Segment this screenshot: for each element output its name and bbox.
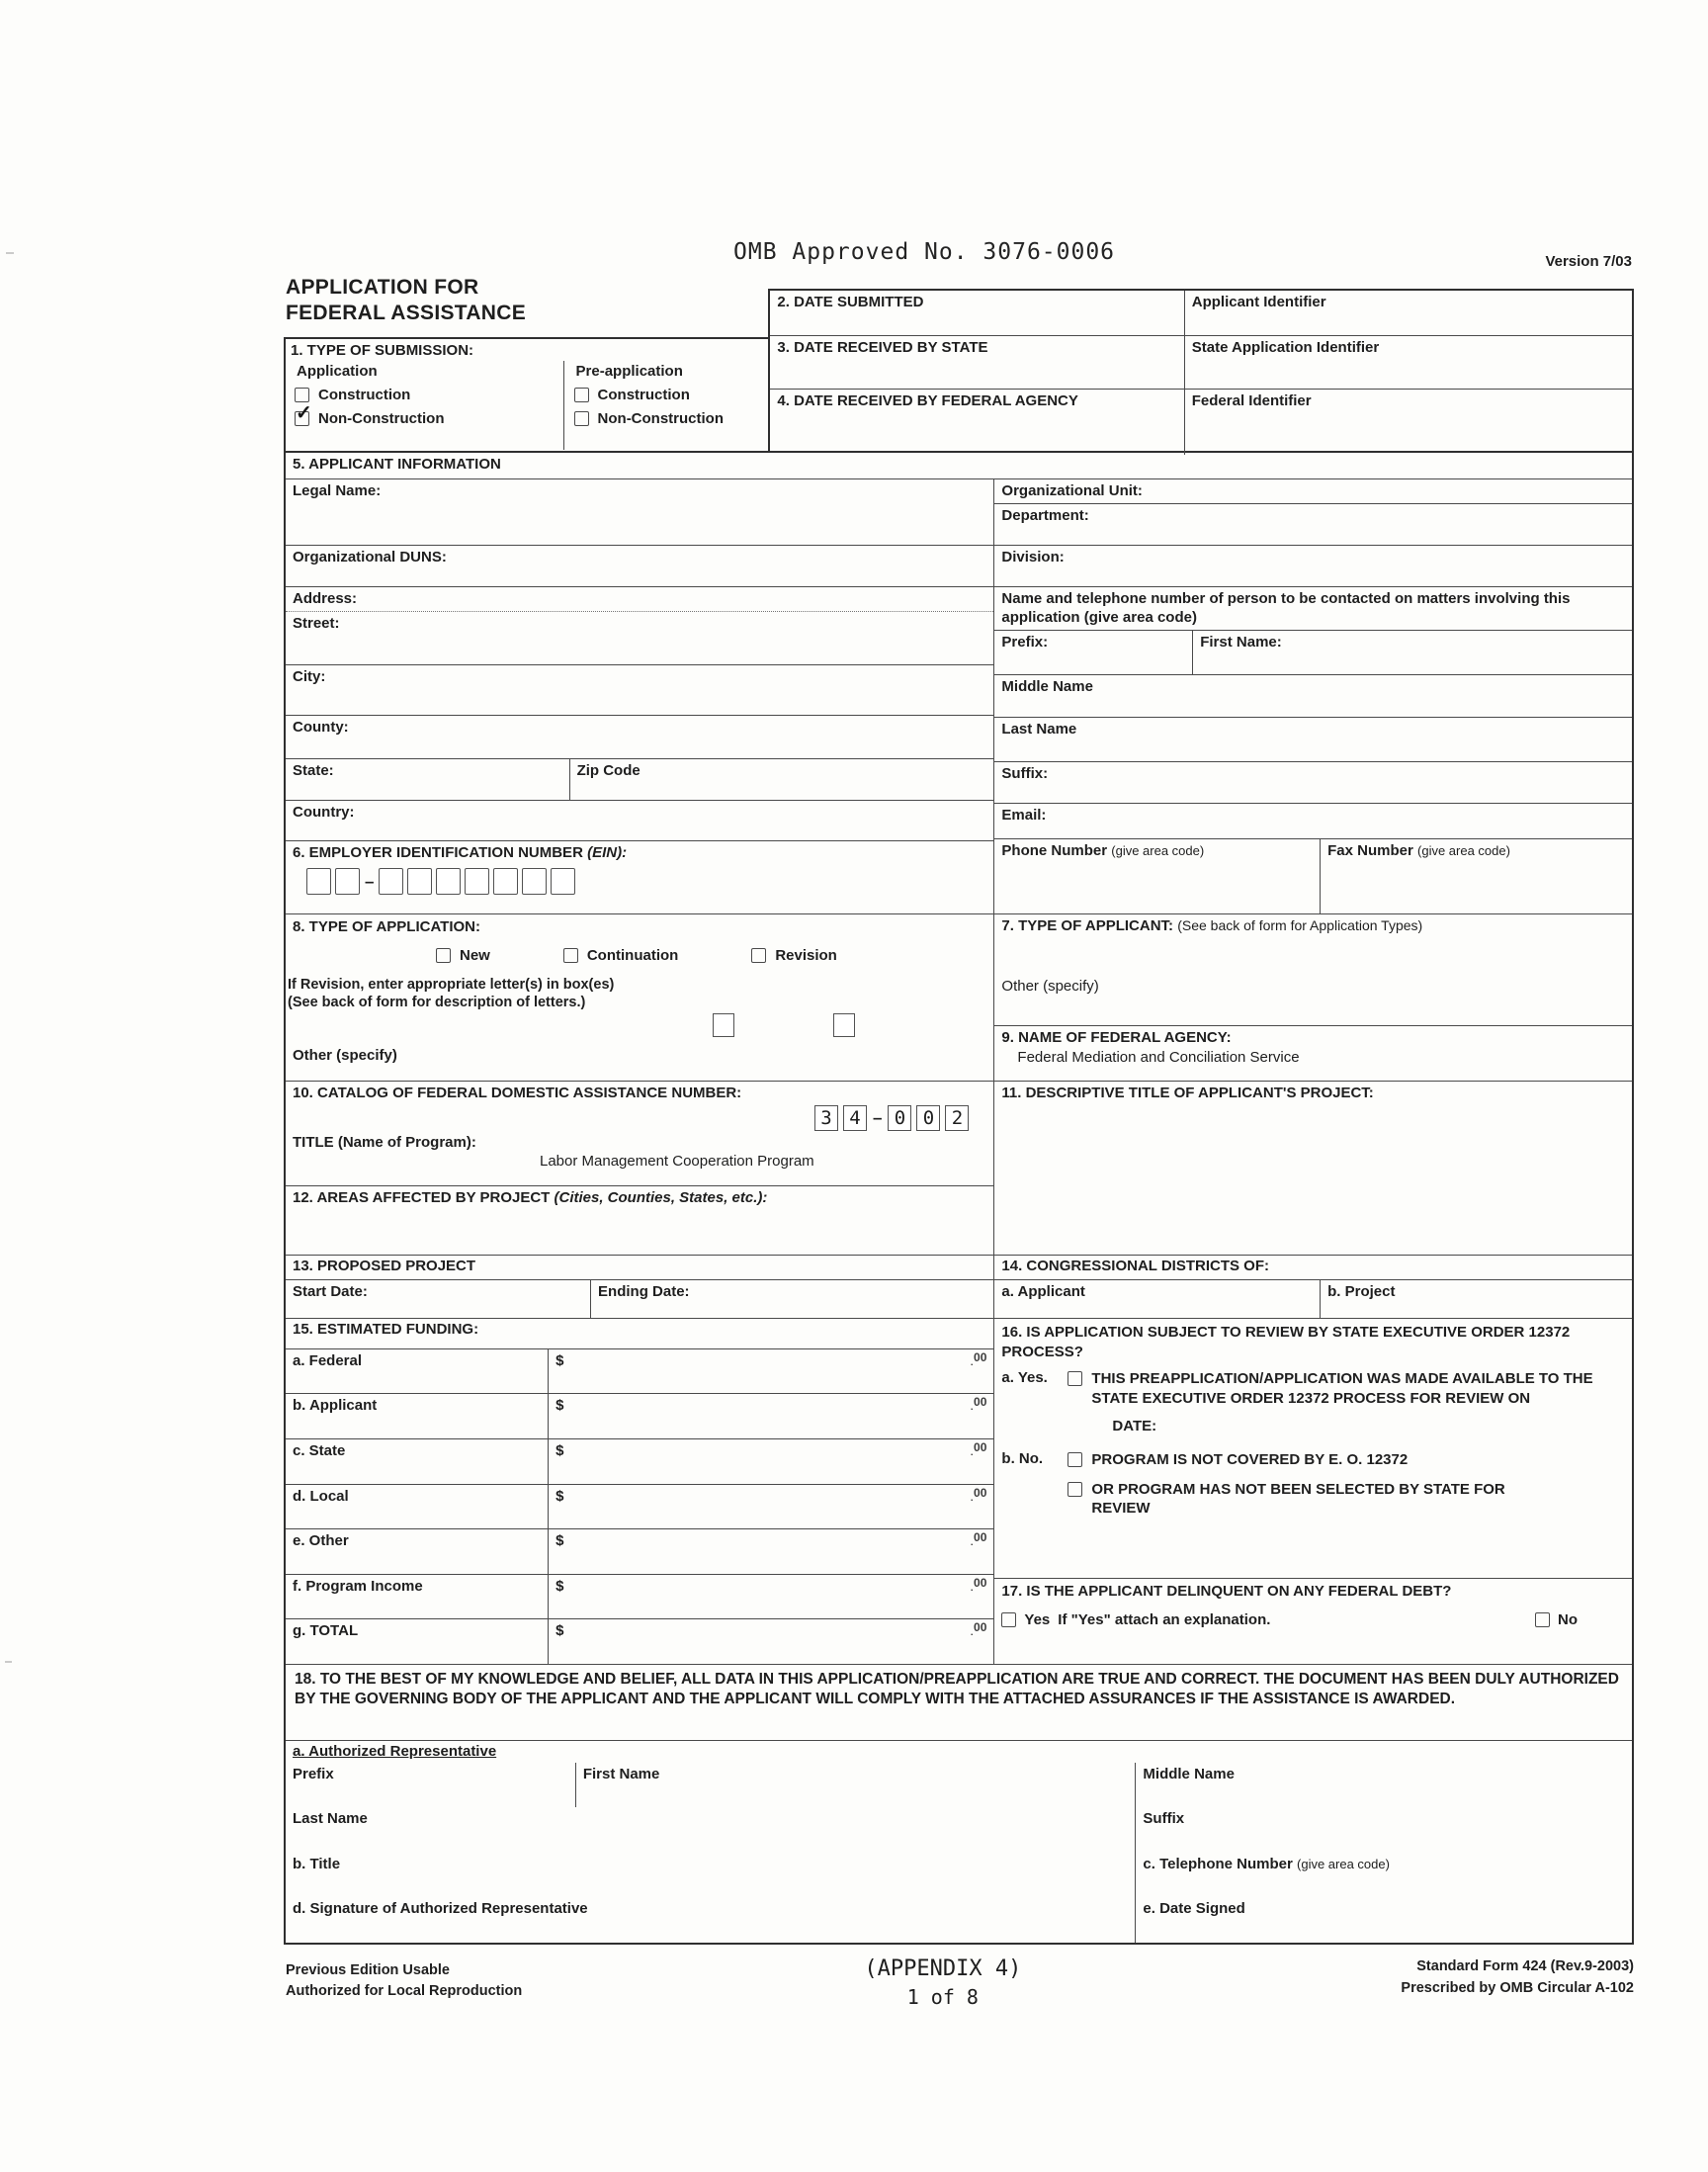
start-date-field[interactable] bbox=[286, 1280, 590, 1318]
estimated-funding-title: 15. ESTIMATED FUNDING: bbox=[293, 1321, 479, 1338]
footer-omb-circular: Prescribed by OMB Circular A-102 bbox=[1401, 1979, 1634, 1996]
start-date-label: Start Date: bbox=[293, 1283, 368, 1300]
areas-affected-field[interactable] bbox=[286, 1185, 993, 1255]
non-construction-label: Non-Construction bbox=[318, 409, 445, 427]
review-or-text: OR PROGRAM HAS NOT BEEN SELECTED BY STATE FOR REVIEW bbox=[1091, 1480, 1505, 1517]
state-review-box bbox=[994, 1319, 1632, 1578]
dollar-sign: $ bbox=[555, 1397, 564, 1414]
checkbox-debt-yes[interactable] bbox=[1001, 1612, 1016, 1627]
contact-first-name-label: First Name: bbox=[1200, 634, 1282, 651]
organizational-unit-field[interactable] bbox=[994, 479, 1632, 503]
cents: 00 bbox=[974, 1350, 987, 1364]
certification-text: 18. TO THE BEST OF MY KNOWLEDGE AND BELIEF, ALL DATA IN THIS APPLICATION/PREAPPLICATION ARE TRUE AND CORRECT. THE DOCUMENT HAS BEEN DULY AUTHORIZED BY THE GOVERNING BODY OF THE APPLICANT AND THE APPLICANT WILL COMPLY WITH THE ATTACHED ASSURANCES IF THE ASSISTANCE IS AWARDED. bbox=[286, 1664, 1632, 1740]
checkmark-icon: ✓ bbox=[296, 401, 312, 424]
division-label: Division: bbox=[1001, 549, 1065, 565]
address-field[interactable] bbox=[286, 586, 993, 664]
rep-phone-note: (give area code) bbox=[1297, 1857, 1390, 1871]
organizational-duns-label: Organizational DUNS: bbox=[293, 549, 447, 565]
revision-label: Revision bbox=[775, 947, 837, 964]
cfda-digit-box[interactable]: 0 bbox=[888, 1105, 911, 1131]
funding-local-label: d. Local bbox=[293, 1488, 349, 1505]
funding-federal-amount-field[interactable] bbox=[548, 1349, 993, 1393]
ending-date-field[interactable] bbox=[590, 1280, 993, 1318]
contact-middle-name-label: Middle Name bbox=[1001, 678, 1093, 695]
date-submitted-label: 2. DATE SUBMITTED bbox=[777, 294, 924, 310]
decimal-point: . bbox=[970, 1533, 975, 1548]
organizational-duns-field[interactable] bbox=[286, 545, 993, 586]
ein-digit-box[interactable] bbox=[306, 868, 331, 895]
phone-number-label: Phone Number bbox=[1001, 842, 1108, 859]
rep-prefix-field[interactable] bbox=[286, 1763, 575, 1807]
rep-prefix-label: Prefix bbox=[293, 1766, 334, 1782]
federal-identifier-label: Federal Identifier bbox=[1191, 392, 1312, 409]
legal-name-field[interactable] bbox=[286, 479, 993, 545]
federal-debt-box bbox=[994, 1578, 1632, 1664]
rep-suffix-label: Suffix bbox=[1143, 1810, 1185, 1827]
applicant-identifier-label: Applicant Identifier bbox=[1191, 294, 1326, 310]
page-footer bbox=[284, 1956, 1634, 2020]
rep-first-name-label: First Name bbox=[582, 1766, 660, 1782]
revision-note-2: (See back of form for description of letters.) bbox=[288, 995, 586, 1011]
ein-digit-box[interactable] bbox=[465, 868, 489, 895]
non-construction-label: Non-Construction bbox=[597, 409, 725, 427]
applicant-identifier-field[interactable] bbox=[1184, 291, 1632, 335]
date-received-state-field[interactable] bbox=[770, 336, 1183, 389]
dollar-sign: $ bbox=[555, 1488, 564, 1505]
country-field[interactable] bbox=[286, 800, 993, 840]
program-title-label: TITLE (Name of Program): bbox=[293, 1134, 476, 1151]
funding-other-amount-field[interactable] bbox=[548, 1529, 993, 1574]
type-of-application-title: 8. TYPE OF APPLICATION: bbox=[293, 918, 481, 935]
dollar-sign: $ bbox=[555, 1622, 564, 1639]
ein-digit-box[interactable] bbox=[551, 868, 575, 895]
ein-digit-box[interactable] bbox=[379, 868, 403, 895]
funding-row-label bbox=[286, 1349, 548, 1393]
type-of-submission-title: 1. TYPE OF SUBMISSION: bbox=[291, 341, 474, 359]
checkbox-continuation[interactable] bbox=[563, 948, 578, 963]
revision-letter-box[interactable] bbox=[713, 1013, 734, 1037]
other-specify-label: Other (specify) bbox=[1001, 978, 1099, 995]
rep-suffix-field[interactable] bbox=[1135, 1807, 1632, 1853]
form-title-line2: FEDERAL ASSISTANCE bbox=[286, 302, 527, 325]
review-no-label: b. No. bbox=[1001, 1450, 1044, 1467]
ein-digit-box[interactable] bbox=[522, 868, 547, 895]
ein-digit-box[interactable] bbox=[407, 868, 432, 895]
funding-applicant-amount-field[interactable] bbox=[548, 1394, 993, 1438]
contact-first-name-field[interactable] bbox=[1192, 631, 1632, 674]
ein-dash: – bbox=[365, 871, 375, 891]
checkbox-application-non-construction[interactable] bbox=[295, 401, 312, 426]
division-field[interactable] bbox=[994, 545, 1632, 586]
contact-last-name-field[interactable] bbox=[994, 717, 1632, 761]
divider bbox=[286, 611, 993, 612]
department-label: Department: bbox=[1001, 507, 1089, 524]
funding-row-label bbox=[286, 1575, 548, 1618]
footer-page-number: 1 of 8 bbox=[906, 1985, 979, 2009]
checkbox-debt-no[interactable] bbox=[1535, 1612, 1550, 1627]
cents: 00 bbox=[974, 1530, 987, 1544]
continuation-label: Continuation bbox=[586, 947, 679, 964]
decimal-point: . bbox=[970, 1398, 975, 1413]
county-label: County: bbox=[293, 719, 349, 736]
funding-row-label bbox=[286, 1394, 548, 1438]
federal-agency-title: 9. NAME OF FEDERAL AGENCY: bbox=[1001, 1029, 1232, 1046]
review-date-label: DATE: bbox=[1112, 1418, 1157, 1434]
funding-other-label: e. Other bbox=[293, 1532, 349, 1549]
contact-note bbox=[994, 586, 1632, 630]
descriptive-title-label: 11. DESCRIPTIVE TITLE OF APPLICANT'S PROJECT: bbox=[1001, 1085, 1374, 1101]
areas-affected-title: 12. AREAS AFFECTED BY PROJECT bbox=[293, 1189, 551, 1206]
rep-date-signed-field[interactable] bbox=[1135, 1897, 1632, 1943]
dollar-sign: $ bbox=[555, 1352, 564, 1369]
sf424-form bbox=[284, 451, 1634, 1945]
checkbox-preapplication-non-construction[interactable] bbox=[574, 411, 589, 426]
preapplication-column-label: Pre-application bbox=[575, 362, 683, 380]
cents: 00 bbox=[974, 1395, 987, 1409]
cfda-title: 10. CATALOG OF FEDERAL DOMESTIC ASSISTANCE NUMBER: bbox=[293, 1085, 742, 1101]
review-yes-label: a. Yes. bbox=[1001, 1369, 1048, 1386]
date-received-state-label: 3. DATE RECEIVED BY STATE bbox=[777, 339, 988, 356]
funding-row-label bbox=[286, 1439, 548, 1484]
proposed-project-title: 13. PROPOSED PROJECT bbox=[293, 1258, 476, 1274]
state-label: State: bbox=[293, 762, 334, 779]
contact-note-label: Name and telephone number of person to be contacted on matters involving this application (give area code) bbox=[1001, 590, 1571, 626]
dollar-sign: $ bbox=[555, 1532, 564, 1549]
footer-previous-edition: Previous Edition Usable bbox=[286, 1962, 450, 1978]
rep-signature-field[interactable] bbox=[286, 1897, 1135, 1943]
construction-label: Construction bbox=[318, 386, 411, 403]
checkbox-new[interactable] bbox=[436, 948, 451, 963]
application-column-label: Application bbox=[297, 362, 378, 380]
authorized-representative-section bbox=[286, 1740, 1632, 1943]
type-of-applicant-title: 7. TYPE OF APPLICANT: bbox=[1001, 917, 1174, 934]
fax-number-field[interactable] bbox=[1320, 839, 1632, 913]
funding-applicant-label: b. Applicant bbox=[293, 1397, 378, 1414]
contact-prefix-label: Prefix: bbox=[1001, 634, 1049, 651]
version-label: Version 7/03 bbox=[1545, 253, 1632, 270]
ein-field[interactable] bbox=[286, 840, 993, 913]
rep-last-name-label: Last Name bbox=[293, 1810, 368, 1827]
scan-artifact bbox=[6, 252, 14, 254]
date-received-federal-label: 4. DATE RECEIVED BY FEDERAL AGENCY bbox=[777, 392, 1078, 409]
debt-no-label: No bbox=[1558, 1611, 1578, 1628]
contact-suffix-field[interactable] bbox=[994, 761, 1632, 803]
federal-agency-value: Federal Mediation and Conciliation Service bbox=[1017, 1049, 1300, 1066]
decimal-point: . bbox=[970, 1579, 975, 1594]
dollar-sign: $ bbox=[555, 1578, 564, 1595]
congressional-districts-title: 14. CONGRESSIONAL DISTRICTS OF: bbox=[1001, 1258, 1269, 1274]
decimal-point: . bbox=[970, 1623, 975, 1638]
city-label: City: bbox=[293, 668, 326, 685]
zip-code-label: Zip Code bbox=[576, 762, 640, 779]
authorized-representative-header: a. Authorized Representative bbox=[293, 1743, 497, 1760]
checkbox-review-yes[interactable] bbox=[1068, 1371, 1082, 1386]
cents: 00 bbox=[974, 1576, 987, 1590]
cfda-dash: – bbox=[873, 1108, 883, 1127]
contact-suffix-label: Suffix: bbox=[1001, 765, 1049, 782]
type-of-applicant-field[interactable] bbox=[994, 914, 1632, 1025]
funding-row-label bbox=[286, 1619, 548, 1664]
district-applicant-label: a. Applicant bbox=[1001, 1283, 1085, 1300]
construction-label: Construction bbox=[597, 386, 690, 403]
fax-area-code-note: (give area code) bbox=[1417, 843, 1510, 858]
city-field[interactable] bbox=[286, 664, 993, 715]
rep-last-name-field[interactable] bbox=[286, 1807, 1135, 1853]
district-applicant-field[interactable] bbox=[994, 1280, 1320, 1318]
state-review-title: 16. IS APPLICATION SUBJECT TO REVIEW BY STATE EXECUTIVE ORDER 12372 PROCESS? bbox=[1001, 1324, 1571, 1360]
date-received-federal-field[interactable] bbox=[770, 390, 1183, 455]
rep-middle-name-field[interactable] bbox=[1135, 1763, 1632, 1807]
cfda-digit-box[interactable]: 4 bbox=[843, 1105, 867, 1131]
review-no-text: PROGRAM IS NOT COVERED BY E. O. 12372 bbox=[1091, 1451, 1409, 1468]
footer-standard-form: Standard Form 424 (Rev.9-2003) bbox=[1416, 1958, 1634, 1974]
decimal-point: . bbox=[970, 1489, 975, 1504]
rep-phone-label: c. Telephone Number bbox=[1143, 1856, 1293, 1872]
ein-digit-box[interactable] bbox=[436, 868, 461, 895]
scan-artifact bbox=[5, 1661, 12, 1663]
contact-email-label: Email: bbox=[1001, 807, 1047, 824]
cfda-boxes bbox=[814, 1105, 986, 1131]
form-title bbox=[284, 269, 768, 337]
country-label: Country: bbox=[293, 804, 355, 821]
legal-name-label: Legal Name: bbox=[293, 482, 382, 499]
rep-date-signed-label: e. Date Signed bbox=[1143, 1900, 1245, 1917]
checkbox-review-not-selected[interactable] bbox=[1068, 1482, 1082, 1497]
new-label: New bbox=[460, 947, 490, 964]
federal-agency-field[interactable] bbox=[994, 1025, 1632, 1081]
zip-code-field[interactable] bbox=[569, 759, 994, 800]
funding-program-income-label: f. Program Income bbox=[293, 1578, 423, 1595]
street-label: Street: bbox=[293, 615, 340, 632]
debt-yes-note: If "Yes" attach an explanation. bbox=[1058, 1611, 1271, 1628]
contact-middle-name-field[interactable] bbox=[994, 674, 1632, 717]
type-of-application-box bbox=[286, 914, 993, 1081]
decimal-point: . bbox=[970, 1353, 975, 1368]
district-project-field[interactable] bbox=[1320, 1280, 1632, 1318]
dollar-sign: $ bbox=[555, 1442, 564, 1459]
rep-first-name-field[interactable] bbox=[575, 1763, 1136, 1807]
program-name-value: Labor Management Cooperation Program bbox=[540, 1153, 814, 1170]
revision-note-1: If Revision, enter appropriate letter(s) in box(es) bbox=[288, 977, 615, 993]
department-field[interactable] bbox=[994, 503, 1632, 545]
federal-debt-title: 17. IS THE APPLICANT DELINQUENT ON ANY FEDERAL DEBT? bbox=[1001, 1583, 1452, 1600]
phone-number-field[interactable] bbox=[994, 839, 1320, 913]
omb-approval-number: OMB Approved No. 3076-0006 bbox=[733, 239, 1116, 265]
ein-label-suffix: (EIN): bbox=[587, 844, 628, 861]
funding-state-label: c. State bbox=[293, 1442, 346, 1459]
revision-letter-box[interactable] bbox=[833, 1013, 855, 1037]
type-of-applicant-note: (See back of form for Application Types) bbox=[1177, 917, 1423, 933]
checkbox-revision[interactable] bbox=[751, 948, 766, 963]
contact-email-field[interactable] bbox=[994, 803, 1632, 838]
date-submitted-field[interactable] bbox=[770, 291, 1183, 335]
descriptive-title-field[interactable] bbox=[994, 1082, 1632, 1255]
ein-boxes bbox=[306, 868, 986, 895]
funding-total-label: g. TOTAL bbox=[293, 1622, 359, 1639]
applicant-information-title: 5. APPLICANT INFORMATION bbox=[293, 456, 501, 473]
cfda-digit-box[interactable]: 2 bbox=[945, 1105, 969, 1131]
ending-date-label: Ending Date: bbox=[598, 1283, 690, 1300]
address-label: Address: bbox=[293, 590, 358, 607]
areas-affected-note: (Cities, Counties, States, etc.): bbox=[554, 1189, 768, 1206]
contact-prefix-field[interactable] bbox=[994, 631, 1192, 674]
dates-identifiers-box bbox=[768, 289, 1634, 451]
rep-signature-label: d. Signature of Authorized Representative bbox=[293, 1900, 588, 1917]
state-application-identifier-label: State Application Identifier bbox=[1191, 339, 1380, 356]
funding-local-amount-field[interactable] bbox=[548, 1485, 993, 1528]
funding-total-amount-field[interactable] bbox=[548, 1619, 993, 1664]
cfda-digit-box[interactable]: 3 bbox=[814, 1105, 838, 1131]
footer-local-reproduction: Authorized for Local Reproduction bbox=[286, 1983, 523, 2000]
decimal-point: . bbox=[970, 1443, 975, 1458]
state-application-identifier-field[interactable] bbox=[1184, 336, 1632, 389]
cents: 00 bbox=[974, 1620, 987, 1634]
checkbox-application-construction[interactable] bbox=[295, 388, 309, 402]
cfda-digit-box[interactable]: 0 bbox=[916, 1105, 940, 1131]
district-project-label: b. Project bbox=[1327, 1283, 1396, 1300]
ein-digit-box[interactable] bbox=[493, 868, 518, 895]
form-title-line1: APPLICATION FOR bbox=[286, 276, 479, 299]
footer-appendix: (APPENDIX 4) bbox=[864, 1956, 1022, 1981]
checkbox-review-no[interactable] bbox=[1068, 1452, 1082, 1467]
cents: 00 bbox=[974, 1486, 987, 1500]
funding-row-label bbox=[286, 1529, 548, 1574]
county-field[interactable] bbox=[286, 715, 993, 758]
rep-phone-field[interactable] bbox=[1135, 1853, 1632, 1897]
fax-number-label: Fax Number bbox=[1327, 842, 1413, 859]
funding-row-label bbox=[286, 1485, 548, 1528]
funding-program-income-amount-field[interactable] bbox=[548, 1575, 993, 1618]
cfda-field[interactable] bbox=[286, 1082, 993, 1185]
phone-area-code-note: (give area code) bbox=[1111, 843, 1205, 858]
state-field[interactable] bbox=[286, 759, 569, 800]
rep-title-label: b. Title bbox=[293, 1856, 341, 1872]
funding-state-amount-field[interactable] bbox=[548, 1439, 993, 1484]
debt-yes-label: Yes bbox=[1024, 1611, 1051, 1628]
organizational-unit-label: Organizational Unit: bbox=[1001, 482, 1143, 499]
rep-middle-name-label: Middle Name bbox=[1143, 1766, 1235, 1782]
rep-title-field[interactable] bbox=[286, 1853, 1135, 1897]
ein-label: 6. EMPLOYER IDENTIFICATION NUMBER bbox=[293, 844, 583, 861]
contact-last-name-label: Last Name bbox=[1001, 721, 1077, 738]
cents: 00 bbox=[974, 1440, 987, 1454]
federal-identifier-field[interactable] bbox=[1184, 390, 1632, 455]
review-yes-text: THIS PREAPPLICATION/APPLICATION WAS MADE AVAILABLE TO THE STATE EXECUTIVE ORDER 12372 PROCESS FOR REVIEW ON bbox=[1091, 1370, 1593, 1407]
checkbox-preapplication-construction[interactable] bbox=[574, 388, 589, 402]
other-specify-label: Other (specify) bbox=[293, 1047, 397, 1065]
funding-federal-label: a. Federal bbox=[293, 1352, 363, 1369]
ein-digit-box[interactable] bbox=[335, 868, 360, 895]
type-of-submission-box bbox=[284, 337, 768, 451]
